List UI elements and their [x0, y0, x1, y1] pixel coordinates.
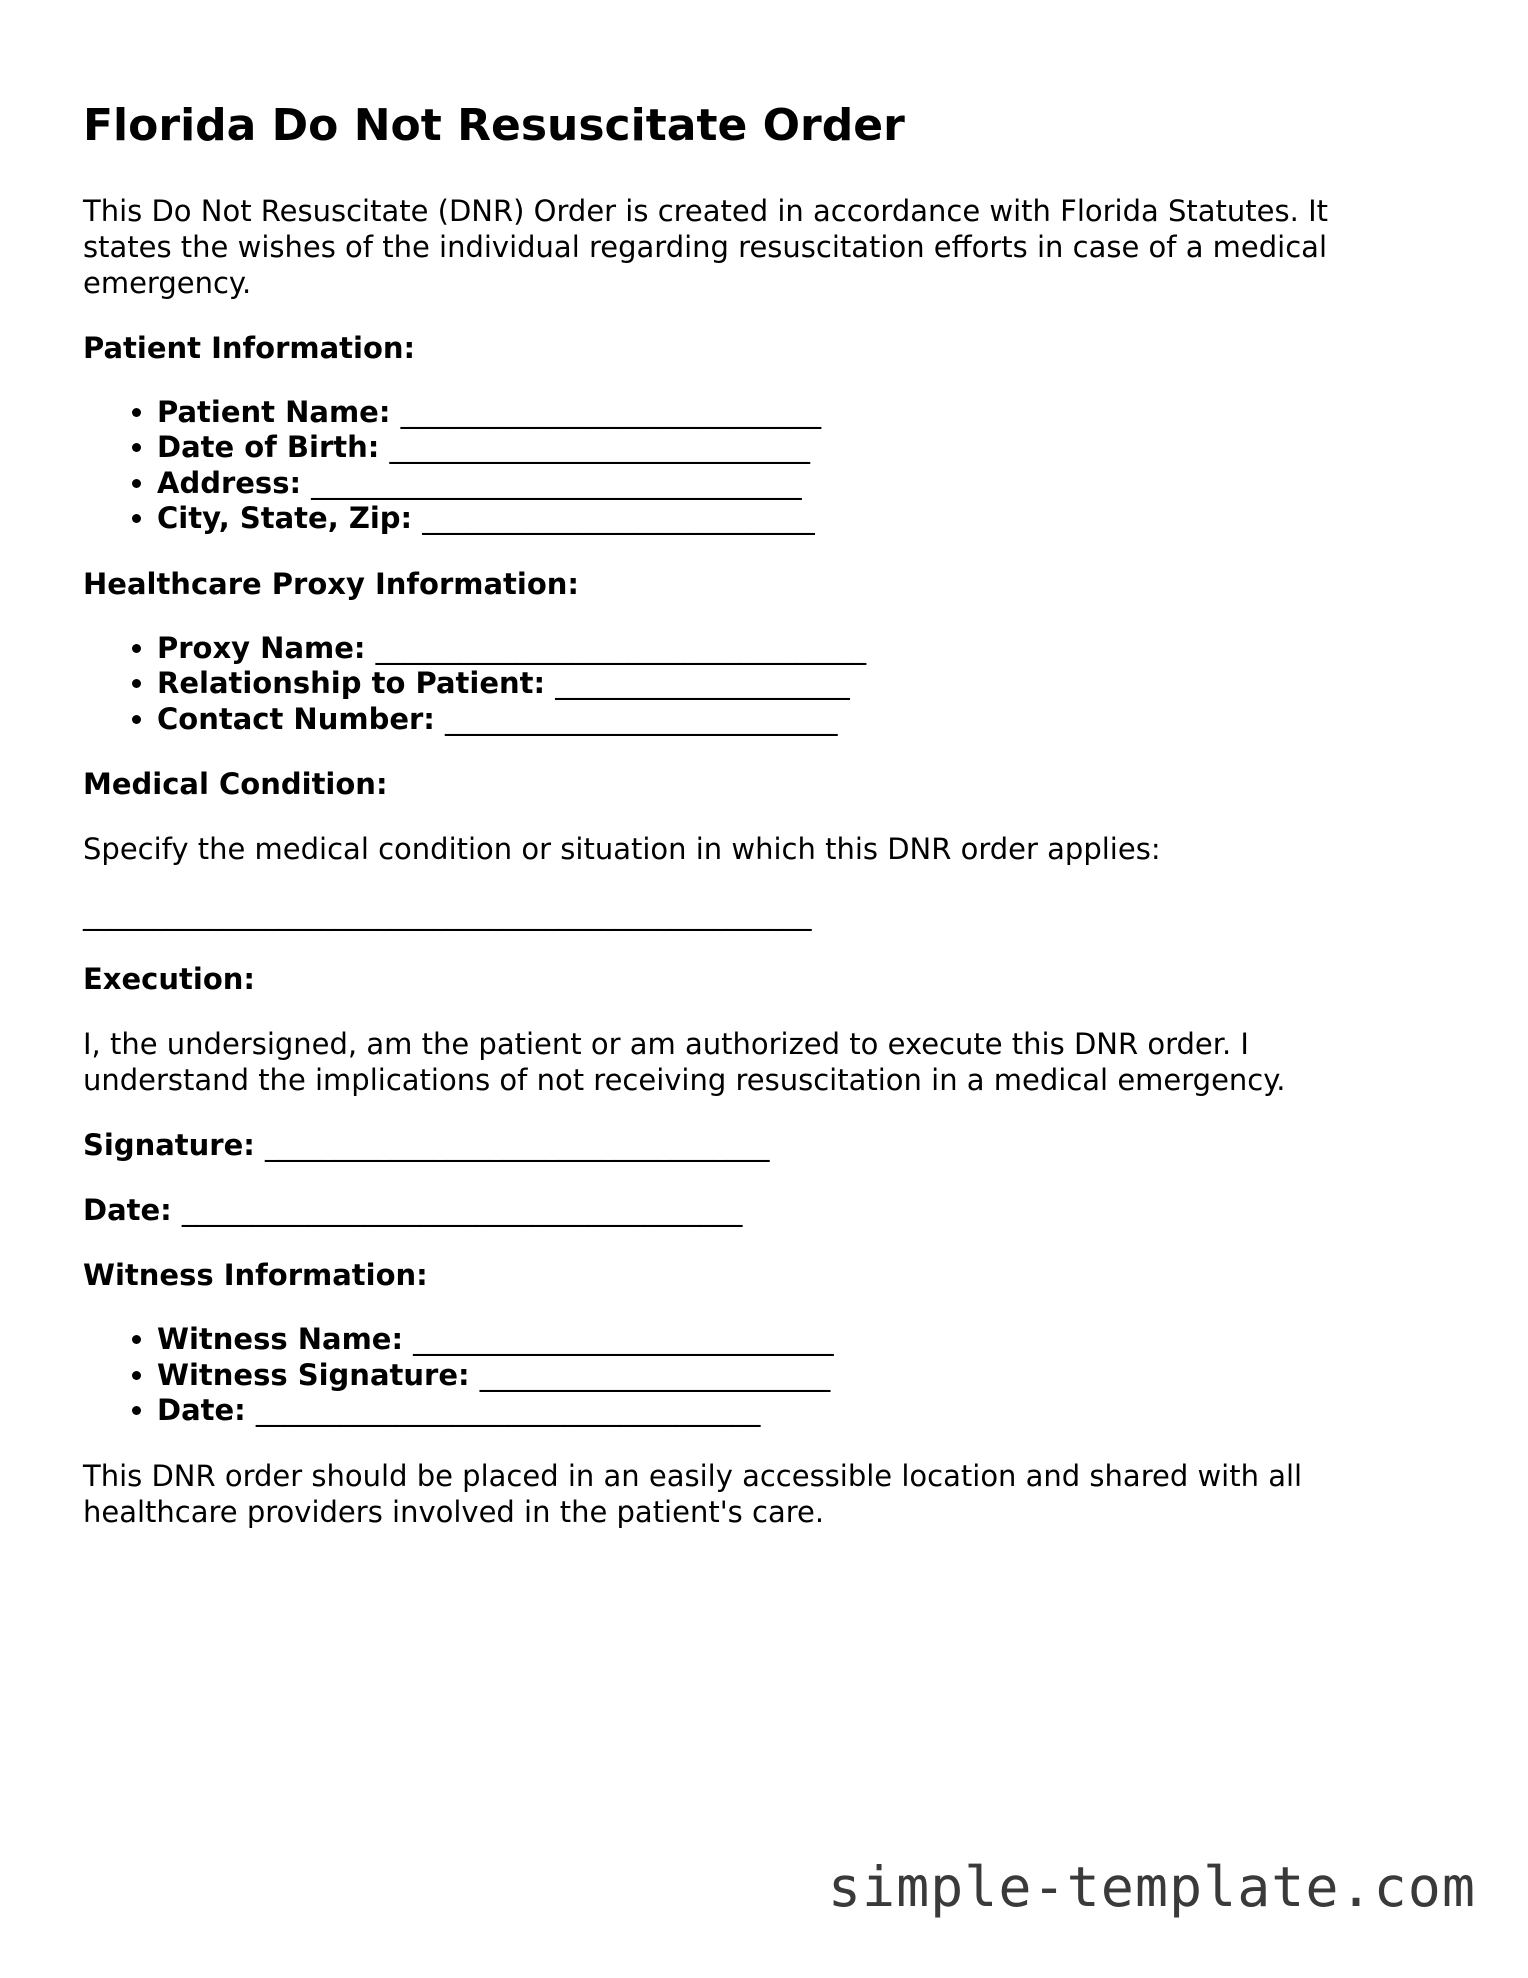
field-label: Proxy Name:	[157, 630, 366, 665]
document-title: Florida Do Not Resuscitate Order	[83, 100, 905, 151]
field-label: Date:	[157, 1393, 246, 1428]
field-label: Witness Signature:	[157, 1357, 470, 1392]
date-of-birth-blank[interactable]: ______________________________	[389, 430, 810, 465]
contact-number-field	[157, 702, 1403, 738]
signature-blank[interactable]: ____________________________________	[265, 1128, 769, 1163]
city-state-zip-field	[157, 501, 1403, 537]
proxy-section-heading: Healthcare Proxy Information:	[83, 566, 580, 601]
field-label: Address:	[157, 465, 302, 500]
relationship-blank[interactable]: _____________________	[555, 666, 850, 701]
medical-instruction: Specify the medical condition or situation in which this DNR order applies:	[83, 832, 1161, 867]
city-state-zip-blank[interactable]: ____________________________	[422, 501, 815, 536]
field-label: Date:	[83, 1193, 172, 1228]
field-label: Relationship to Patient:	[157, 666, 546, 701]
patient-name-blank[interactable]: ______________________________	[400, 394, 821, 429]
witness-date-field	[157, 1393, 1403, 1429]
field-label: Signature:	[83, 1128, 255, 1163]
witness-date-blank[interactable]: ____________________________________	[255, 1393, 760, 1428]
witness-signature-blank[interactable]: _________________________	[479, 1357, 830, 1392]
execution-statement: I, the undersigned, am the patient or am authorized to execute this DNR order. I understand the implications of not receiving resuscitation in a medical emergency.	[83, 1027, 1286, 1098]
document-page	[83, 100, 1403, 1559]
field-label: Patient Name:	[157, 394, 391, 429]
witness-signature-field	[157, 1358, 1403, 1394]
date-of-birth-field	[157, 430, 1403, 466]
execution-date-field	[83, 1192, 1403, 1228]
address-blank[interactable]: ___________________________________	[311, 465, 802, 500]
address-field	[157, 466, 1403, 502]
signature-field	[83, 1127, 1403, 1163]
contact-number-blank[interactable]: ____________________________	[445, 701, 838, 736]
field-label: Date of Birth:	[157, 430, 380, 465]
patient-name-field	[157, 395, 1403, 431]
execution-section-heading: Execution:	[83, 962, 255, 997]
proxy-field-list	[83, 631, 1403, 738]
witness-section-heading: Witness Information:	[83, 1258, 428, 1293]
medical-condition-blank[interactable]: ____________________________________________________	[83, 897, 811, 932]
field-label: Contact Number:	[157, 701, 435, 736]
field-label: Witness Name:	[157, 1322, 404, 1357]
intro-paragraph: This Do Not Resuscitate (DNR) Order is created in accordance with Florida Statutes. It states the wishes of the individual regarding resuscitation efforts in case of a medical emergency.	[83, 193, 1328, 300]
field-label: City, State, Zip:	[157, 501, 413, 536]
medical-section-heading: Medical Condition:	[83, 767, 388, 802]
execution-date-blank[interactable]: ________________________________________	[181, 1193, 742, 1228]
witness-field-list	[83, 1322, 1403, 1429]
watermark-text: simple-template.com	[827, 1855, 1476, 1919]
witness-name-field	[157, 1322, 1403, 1358]
patient-field-list	[83, 395, 1403, 537]
witness-name-blank[interactable]: ______________________________	[413, 1322, 834, 1357]
patient-section-heading: Patient Information:	[83, 330, 416, 365]
proxy-name-field	[157, 631, 1403, 667]
relationship-field	[157, 666, 1403, 702]
proxy-name-blank[interactable]: ___________________________________	[375, 630, 866, 665]
closing-paragraph: This DNR order should be placed in an easily accessible location and shared with all healthcare providers involved in the patient's care.	[83, 1458, 1303, 1529]
